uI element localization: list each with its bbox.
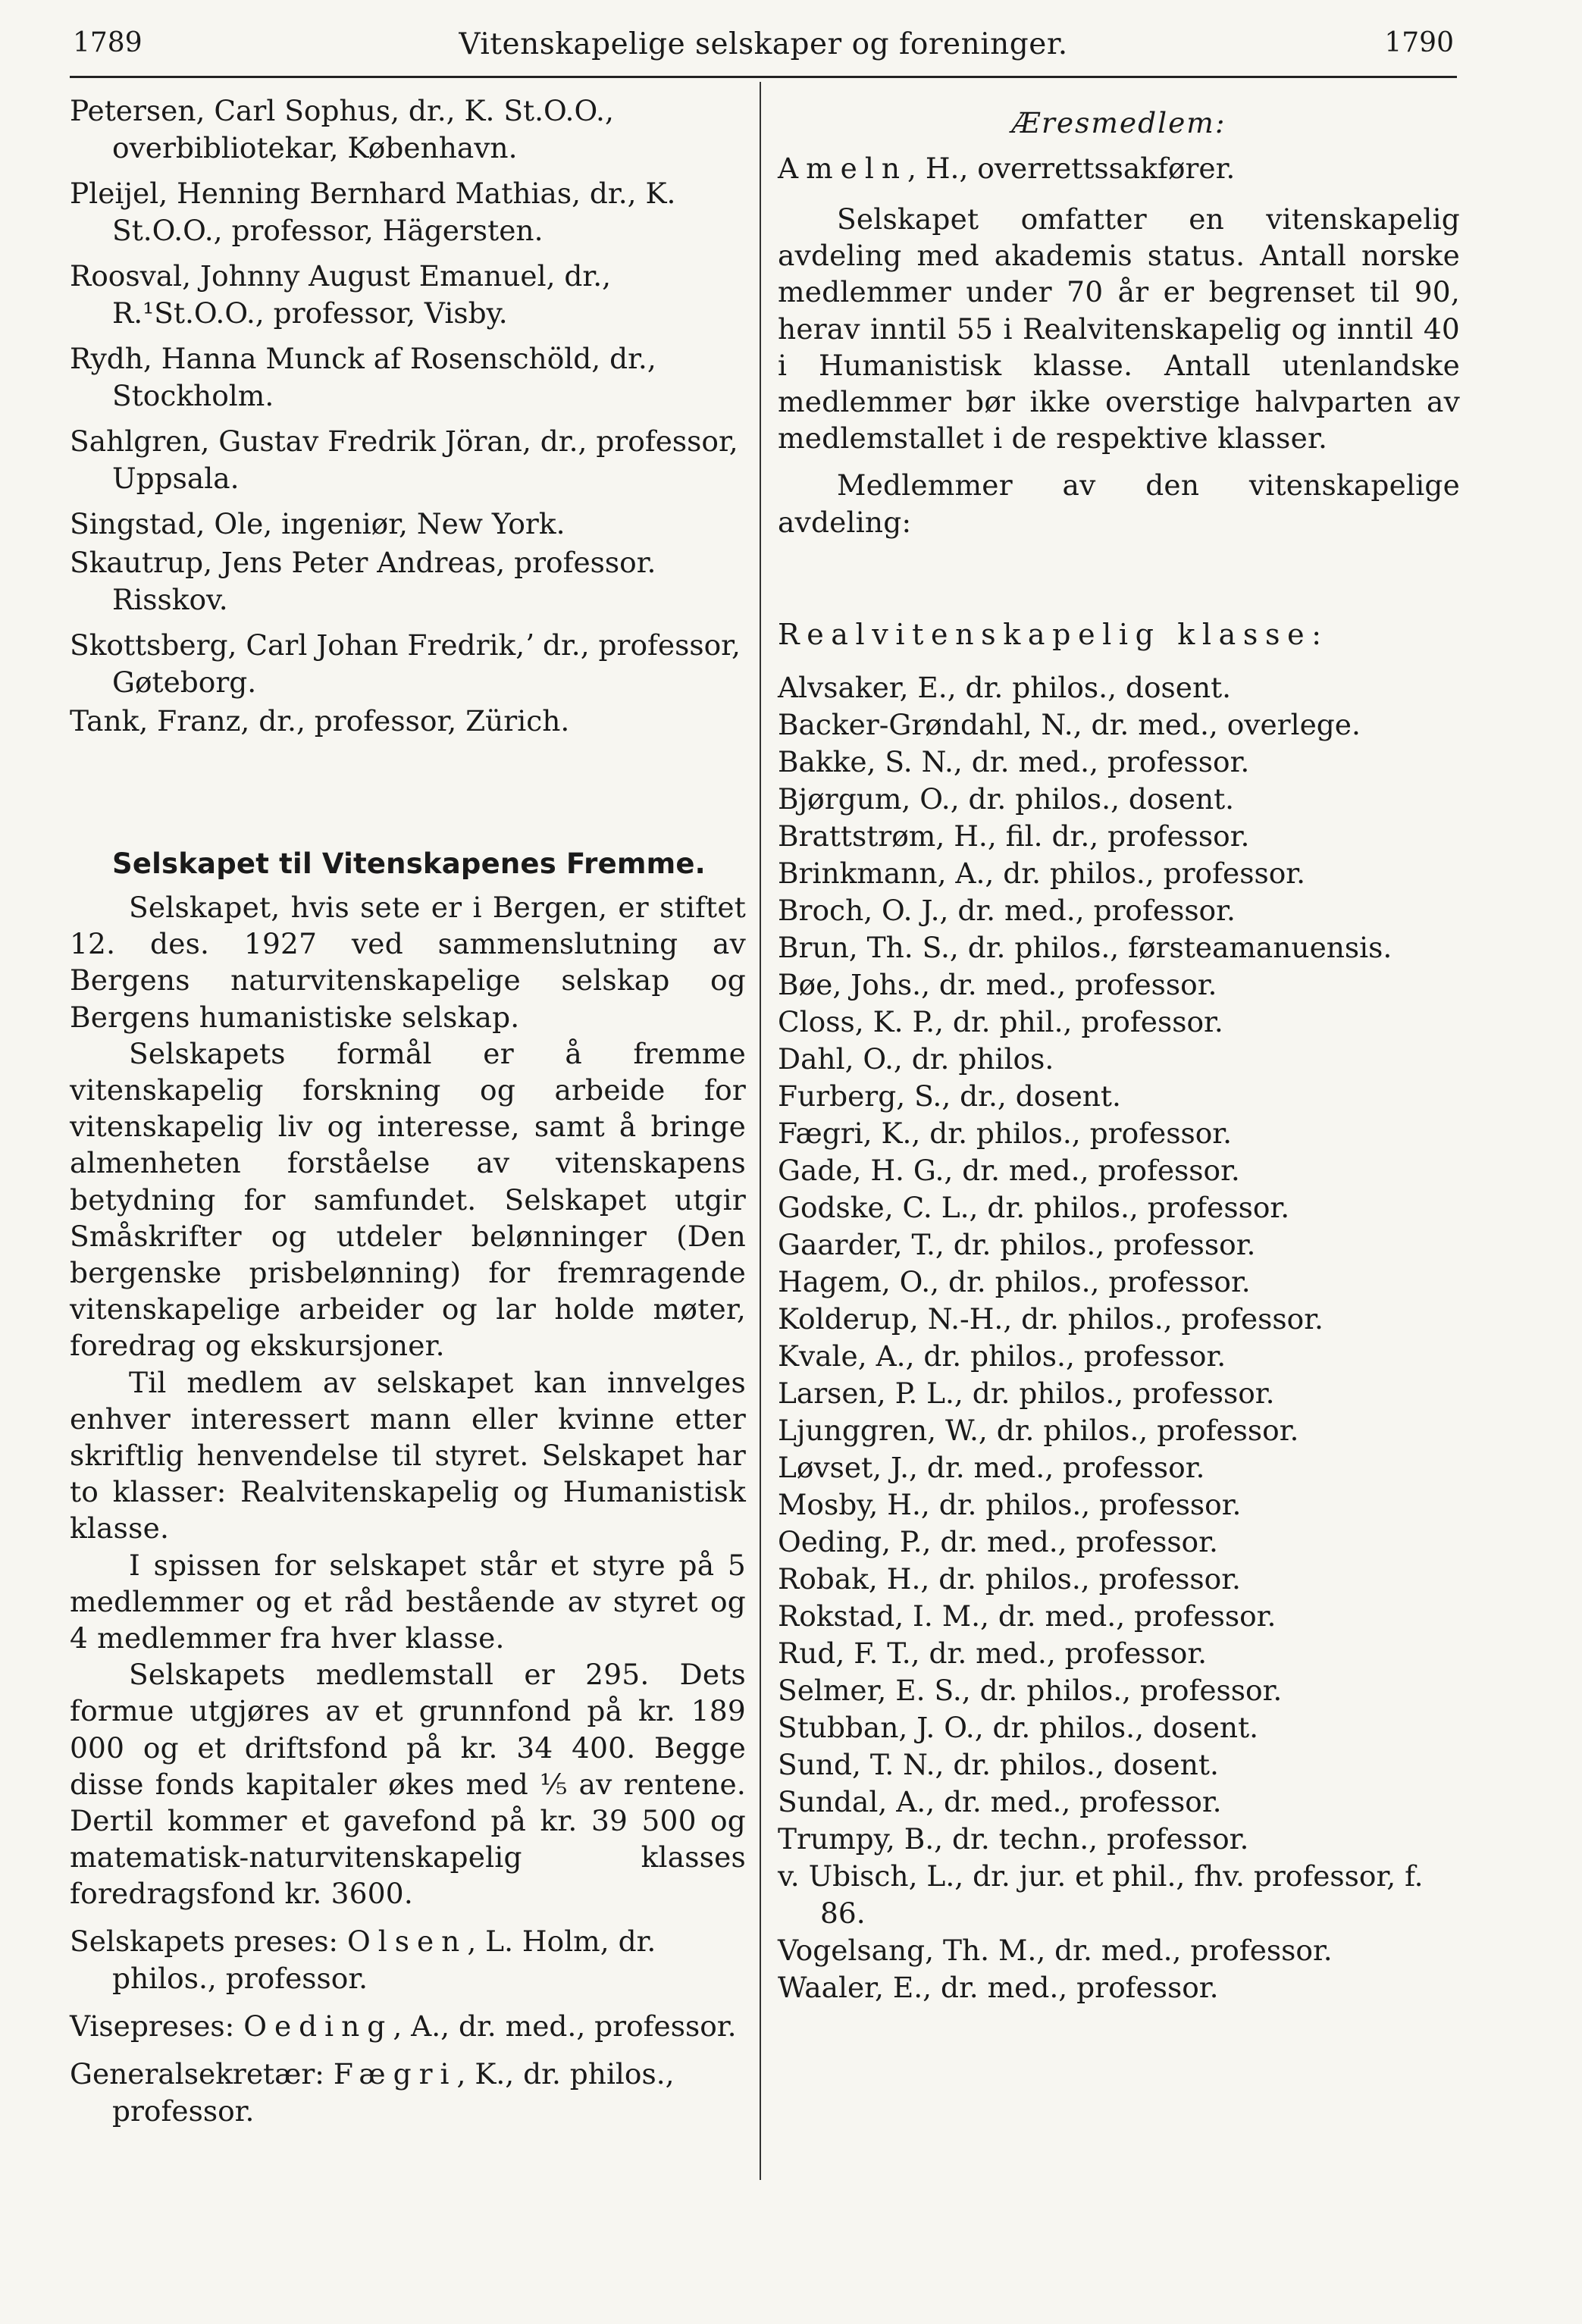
honorary-member-name: Ameln bbox=[778, 152, 907, 185]
class-heading: Realvitenskapelig klasse: bbox=[778, 617, 1329, 651]
body-paragraph: Selskapets medlemstall er 295. Dets formue utgjøres av et grunnfond på kr. 189 000 og et driftsfond på kr. 34 400. Begge disse fonds kapitaler økes med ⅕ av rentene. Dertil kommer et gavefond på kr. 39 500 og matematisk-naturvitenskapelig klasses foredragsfond kr. 3600. bbox=[70, 1658, 746, 1911]
list-item: Bøe, Johs., dr. med., professor. bbox=[778, 967, 1217, 1001]
list-item: Kvale, A., dr. philos., professor. bbox=[778, 1339, 1226, 1373]
officer-name: Fægri bbox=[333, 2056, 457, 2091]
body-paragraph: Til medlem av selskapet kan innvelges enhver interessert mann eller kvinne etter skriftlig henvendelse til styret. Selskapet har to klasser: Realvitenskapelig og Humanistisk klasse. bbox=[70, 1365, 746, 1546]
body-paragraph: I spissen for selskapet står et styre på 5 medlemmer og et råd bestående av styret og 4 medlemmer fra hver klasse. bbox=[70, 1548, 746, 1655]
left-page-number: 1789 bbox=[73, 27, 143, 58]
right-column bbox=[778, 106, 1460, 2006]
list-item: Rokstad, I. M., dr. med., professor. bbox=[778, 1599, 1277, 1633]
list-item: Gade, H. G., dr. med., professor. bbox=[778, 1153, 1240, 1187]
officer-entry bbox=[70, 2056, 746, 2130]
officer-details: , L. Holm, dr. philos., professor. bbox=[112, 1924, 656, 1995]
officer-role: Selskapets preses: bbox=[70, 1924, 339, 1958]
list-item: Brattstrøm, H., fil. dr., professor. bbox=[778, 819, 1250, 853]
member-entry: Skottsberg, Carl Johan Fredrik,ʼ dr., professor, Gøteborg. bbox=[70, 628, 741, 699]
officer-role: Generalsekretær: bbox=[70, 2056, 324, 2091]
list-item: Mosby, H., dr. philos., professor. bbox=[778, 1487, 1242, 1521]
list-item: Fægri, K., dr. philos., professor. bbox=[778, 1116, 1233, 1150]
list-item: Rud, F. T., dr. med., professor. bbox=[778, 1636, 1208, 1670]
list-item: Bakke, S. N., dr. med., professor. bbox=[778, 744, 1250, 778]
officer-details: , K., dr. philos., professor. bbox=[112, 2056, 675, 2128]
member-entry: Petersen, Carl Sophus, dr., K. St.O.O., overbibliotekar, København. bbox=[70, 94, 614, 164]
list-item: Backer-Grøndahl, N., dr. med., overlege. bbox=[778, 707, 1361, 741]
column-divider bbox=[760, 82, 761, 2180]
list-item: Furberg, S., dr., dosent. bbox=[778, 1079, 1121, 1113]
right-page-number: 1790 bbox=[1384, 27, 1454, 58]
member-entry: Singstad, Ole, ingeniør, New York. bbox=[70, 507, 565, 540]
list-item: Gaarder, T., dr. philos., professor. bbox=[778, 1227, 1256, 1261]
officer-entry bbox=[70, 1923, 746, 1997]
list-item: Selmer, E. S., dr. philos., professor. bbox=[778, 1673, 1283, 1707]
member-entry: Sahlgren, Gustav Fredrik Jöran, dr., professor, Uppsala. bbox=[70, 424, 738, 495]
member-entry: Pleijel, Henning Bernhard Mathias, dr., K. St.O.O., professor, Hägersten. bbox=[70, 177, 676, 247]
list-item: Sundal, A., dr. med., professor. bbox=[778, 1784, 1222, 1818]
honorary-member bbox=[778, 150, 1460, 187]
body-paragraph: Medlemmer av den vitenskapelige avdeling: bbox=[778, 468, 1460, 539]
list-item: Dahl, O., dr. philos. bbox=[778, 1041, 1054, 1076]
list-item: Oeding, P., dr. med., professor. bbox=[778, 1524, 1218, 1558]
list-item: Løvset, J., dr. med., professor. bbox=[778, 1450, 1205, 1484]
list-item: Closs, K. P., dr. phil., professor. bbox=[778, 1004, 1223, 1038]
list-item: Brun, Th. S., dr. philos., førsteamanuensis. bbox=[778, 930, 1392, 964]
list-item: Larsen, P. L., dr. philos., professor. bbox=[778, 1376, 1275, 1410]
list-item: Ljunggren, W., dr. philos., professor. bbox=[778, 1413, 1299, 1447]
honorary-heading: Æresmedlem: bbox=[1011, 106, 1226, 139]
officer-details: , A., dr. med., professor. bbox=[393, 2009, 737, 2043]
officer-entry bbox=[70, 2008, 746, 2045]
list-item: Broch, O. J., dr. med., professor. bbox=[778, 893, 1236, 927]
header-rule bbox=[70, 76, 1457, 78]
list-item: Waaler, E., dr. med., professor. bbox=[778, 1970, 1219, 2004]
body-paragraph: Selskapet, hvis sete er i Bergen, er stiftet 12. des. 1927 ved sammenslutning av Bergens naturvitenskapelige selskap og Bergens humanistiske selskap. bbox=[70, 891, 746, 1034]
list-item: Brinkmann, A., dr. philos., professor. bbox=[778, 856, 1306, 890]
list-item: Kolderup, N.-H., dr. philos., professor. bbox=[778, 1301, 1324, 1336]
member-entry: Roosval, Johnny August Emanuel, dr., R.¹St.O.O., professor, Visby. bbox=[70, 259, 612, 330]
member-entry: Tank, Franz, dr., professor, Zürich. bbox=[70, 704, 570, 738]
list-item: Hagem, O., dr. philos., professor. bbox=[778, 1264, 1251, 1298]
list-item: Trumpy, B., dr. techn., professor. bbox=[778, 1821, 1249, 1856]
list-item: Godske, C. L., dr. philos., professor. bbox=[778, 1190, 1290, 1224]
officer-name: Olsen bbox=[347, 1924, 468, 1958]
member-list bbox=[778, 669, 1460, 2006]
section-heading: Selskapet til Vitenskapenes Fremme. bbox=[112, 847, 706, 880]
list-item: Robak, H., dr. philos., professor. bbox=[778, 1561, 1241, 1596]
list-item: Alvsaker, E., dr. philos., dosent. bbox=[778, 670, 1232, 704]
page-header bbox=[73, 21, 1454, 67]
list-item: Sund, T. N., dr. philos., dosent. bbox=[778, 1747, 1219, 1781]
list-item: Stubban, J. O., dr. philos., dosent. bbox=[778, 1710, 1259, 1744]
left-column bbox=[70, 92, 746, 2130]
body-paragraph: Selskapets formål er å fremme vitenskapelig forskning og arbeide for vitenskapelig liv og interesse, samt å bringe almenheten forståelse av vitenskapens betydning for samfundet. Selskapet utgir Småskrifter og utdeler belønninger (Den bergenske prisbelønning) for fremragende vitenskapelige arbeider og lar holde møter, foredrag og ekskursjoner. bbox=[70, 1036, 746, 1363]
list-item: v. Ubisch, L., dr. jur. et phil., fhv. professor, f. 86. bbox=[778, 1859, 1424, 1930]
officer-role: Visepreses: bbox=[70, 2009, 235, 2043]
officer-name: Oeding bbox=[243, 2009, 393, 2043]
member-entry: Skautrup, Jens Peter Andreas, professor. Risskov. bbox=[70, 546, 656, 616]
body-paragraph: Selskapet omfatter en vitenskapelig avdeling med akademis status. Antall norske medlemmer under 70 år er begrenset til 90, herav inntil 55 i Realvitenskapelig og inntil 40 i Humanistisk klasse. Antall utenlandske medlemmer bør ikke overstige halvparten av medlemstallet i de respektive klasser. bbox=[778, 202, 1460, 456]
list-item: Bjørgum, O., dr. philos., dosent. bbox=[778, 781, 1235, 816]
member-entry: Rydh, Hanna Munck af Rosenschöld, dr., Stockholm. bbox=[70, 342, 656, 412]
running-title: Vitenskapelige selskaper og foreninger. bbox=[459, 27, 1068, 61]
honorary-member-details: , H., overrettssakfører. bbox=[907, 152, 1236, 185]
list-item: Vogelsang, Th. M., dr. med., professor. bbox=[778, 1933, 1333, 1967]
